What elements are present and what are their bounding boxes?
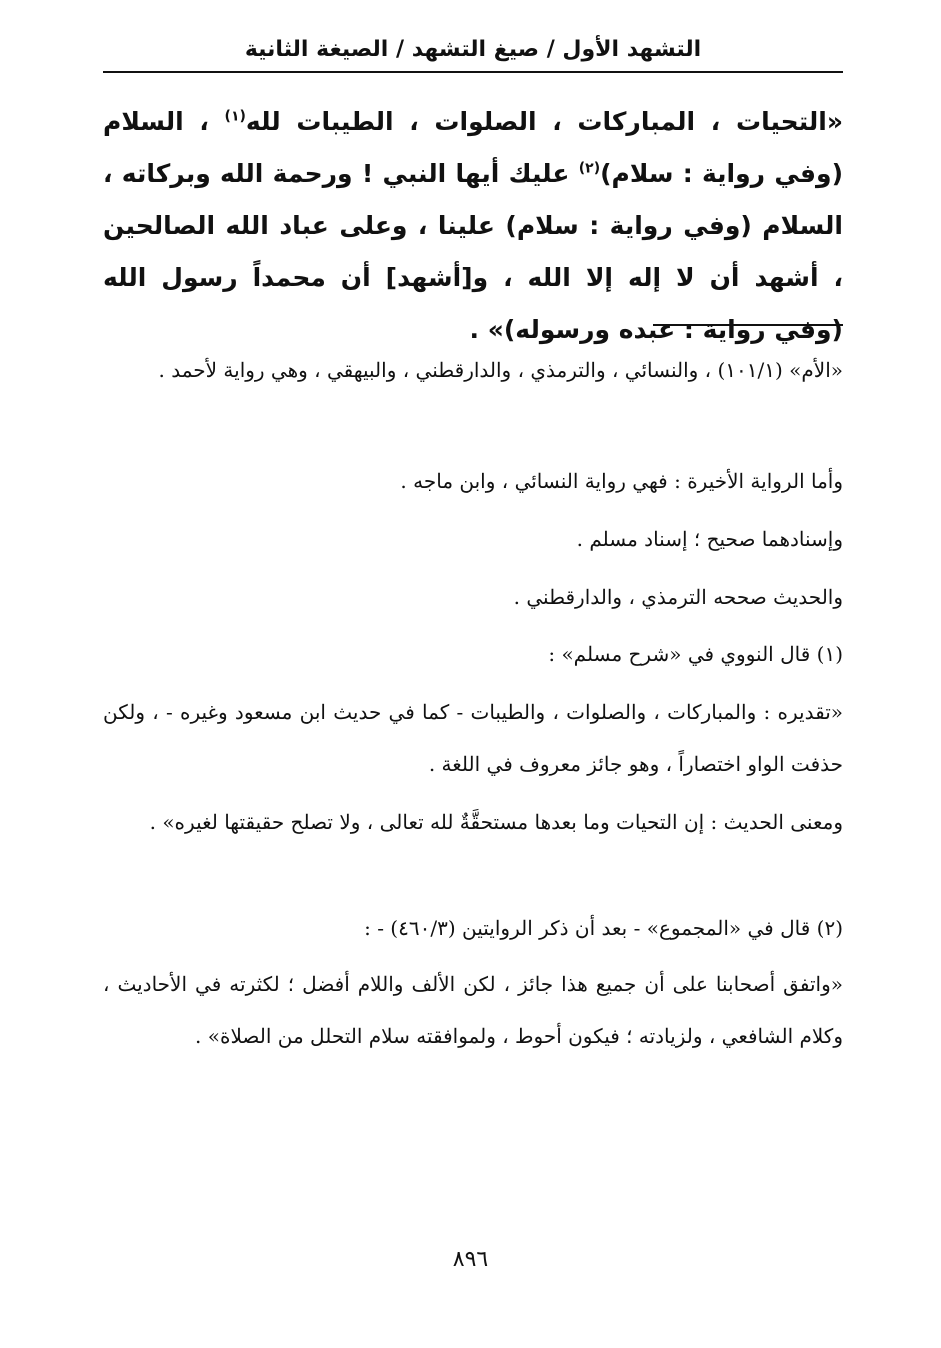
main-text [103,96,843,356]
footnote-2-quote: «واتفق أصحابنا على أن جميع هذا جائز ، لكن الألف واللام أفضل ؛ لكثرته في الأحاديث ، وكلام الشافعي ، ولزيادته ؛ فيكون أحوط ، ولموافقته سلام التحلل من الصلاة» . [103,972,843,1048]
footnote-1-meaning: ومعنى الحديث : إن التحيات وما بعدها مستحقَّةٌ لله تعالى ، ولا تصلح حقيقتها لغيره» . [149,810,843,834]
footnote-1-quote: «تقديره : والمباركات ، والصلوات ، والطيبات - كما في حديث ابن مسعود وغيره - ، ولكن حذفت الواو اختصاراً ، وهو جائز معروف في اللغة . [103,700,843,776]
page-number: ٨٩٦ [452,1247,489,1272]
main-text-part-1: «التحيات ، المباركات ، الصلوات ، الطيبات لله [245,107,844,136]
footnote-ref-1: (١) [224,108,246,125]
footnote-2-intro: (٢) قال في «المجموع» - بعد أن ذكر الروايتين (٤٦٠/٣) - : [364,916,843,940]
main-text-part-2: ، السلام (وفي رواية : سلام) [103,107,843,188]
footnote-paragraph-3: وإسنادهما صحيح ؛ إسناد مسلم . [576,527,843,551]
main-text-part-3: عليك أيها النبي ! ورحمة الله وبركاته ، السلام (وفي رواية : سلام) علينا ، وعلى عباد الله الصالحين ، أشهد أن لا إله إلا الله ، و[أشهد] أن محمداً رسول الله (وفي رواية : عبده ورسوله)» . [103,159,843,344]
running-title: التشهد الأول / صيغ التشهد / الصيغة الثانية [244,37,702,62]
footnote-1-intro: (١) قال النووي في «شرح مسلم» : [548,642,843,666]
footnote-paragraph-4: والحديث صححه الترمذي ، والدارقطني . [513,585,843,609]
footnote-separator [653,324,843,326]
footnote-ref-2: (٢) [578,160,601,177]
header-rule [103,71,843,73]
footnote-paragraph-2: وأما الرواية الأخيرة : فهي رواية النسائي ، وابن ماجه . [400,469,843,493]
footnote-paragraph-1: «الأم» (١٠١/١) ، والنسائي ، والترمذي ، والدارقطني ، والبيهقي ، وهي رواية لأحمد . [158,358,843,382]
